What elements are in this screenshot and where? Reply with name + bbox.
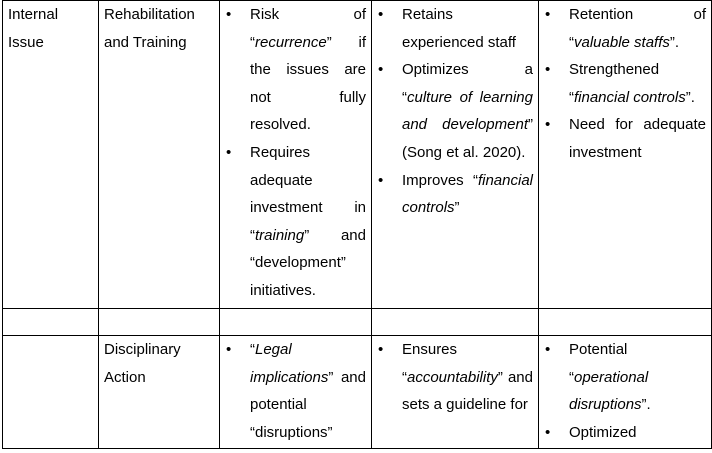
challenges-list xyxy=(225,1,366,305)
outcomes-cell xyxy=(539,1,712,309)
challenges-list xyxy=(225,336,366,446)
issue-cell xyxy=(3,1,99,309)
list-item: • Requires adequate investment in “training” and “development” initiatives. xyxy=(225,139,366,305)
challenges-cell xyxy=(220,1,372,309)
approach-label: Disciplinary Action xyxy=(104,341,181,386)
outcomes-list xyxy=(544,336,706,446)
challenges-cell xyxy=(220,336,372,449)
benefits-cell xyxy=(372,1,539,309)
list-item: • Potential “operational disruptions”. xyxy=(544,336,706,419)
empty-cell xyxy=(220,309,372,336)
benefits-cell xyxy=(372,336,539,449)
issue-label: Internal Issue xyxy=(8,6,59,51)
approach-cell xyxy=(99,336,220,449)
list-item: • Strengthened “financial controls”. xyxy=(544,56,706,111)
benefits-list xyxy=(377,336,533,419)
list-item: • Retention of “valuable staffs”. xyxy=(544,1,706,56)
outcomes-list xyxy=(544,1,706,167)
table-row-rehabilitation xyxy=(3,1,712,309)
list-item: • Optimized xyxy=(544,419,706,447)
list-item: • Improves “financial controls” xyxy=(377,167,533,222)
list-item: • Need for adequate investment xyxy=(544,111,706,166)
approach-cell xyxy=(99,1,220,309)
table-row-spacer xyxy=(3,309,712,336)
outcomes-cell xyxy=(539,336,712,449)
approach-label: Rehabilitation and Training xyxy=(104,6,195,51)
list-item: • Optimizes a “culture of learning and development” (Song et al. 2020). xyxy=(377,56,533,166)
empty-cell xyxy=(3,309,99,336)
list-item: • “Legal implications” and potential “disruptions” xyxy=(225,336,366,446)
benefits-list xyxy=(377,1,533,222)
empty-cell xyxy=(372,309,539,336)
empty-cell xyxy=(99,309,220,336)
comparison-table xyxy=(2,0,712,449)
list-item: • Ensures “accountability” and sets a guideline for xyxy=(377,336,533,419)
issue-cell xyxy=(3,336,99,449)
table-row-disciplinary xyxy=(3,336,712,449)
list-item: • Retains experienced staff xyxy=(377,1,533,56)
empty-cell xyxy=(539,309,712,336)
list-item: • Risk of “recurrence” if the issues are not fully resolved. xyxy=(225,1,366,139)
